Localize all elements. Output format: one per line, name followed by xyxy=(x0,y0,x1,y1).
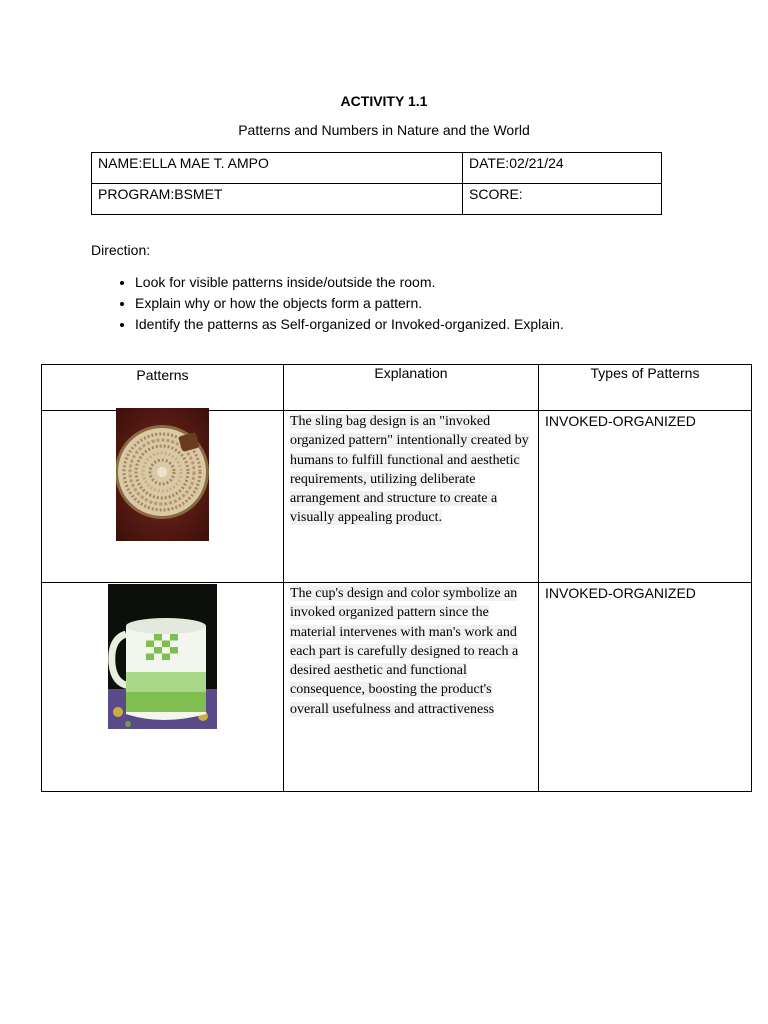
patterns-table xyxy=(41,364,752,792)
explanation-text: The sling bag design is an "invoked organized pattern" intentionally created by humans to fulfill functional and aesthetic requirements, utilizing deliberate arrangement and structure to create a visually appealing product. xyxy=(290,414,529,526)
score-field: SCORE: xyxy=(463,184,662,215)
table-header-row xyxy=(42,365,752,411)
table-row xyxy=(42,583,752,792)
program-field: PROGRAM:BSMET xyxy=(92,184,463,215)
pattern-type: INVOKED-ORGANIZED xyxy=(545,585,696,601)
pattern-type: INVOKED-ORGANIZED xyxy=(545,413,696,429)
header-patterns: Patterns xyxy=(42,365,284,411)
name-field: NAME:ELLA MAE T. AMPO xyxy=(92,153,463,184)
explanation-cell xyxy=(284,411,539,583)
direction-item: • Explain why or how the objects form a pattern. xyxy=(135,293,564,314)
direction-item: • Look for visible patterns inside/outside the room. xyxy=(135,272,564,293)
direction-list xyxy=(91,272,564,335)
explanation-text: The cup's design and color symbolize an invoked organized pattern since the material intervenes with man's work and each part is carefully designed to reach a desired aesthetic and functional consequence, boosting the product's overall usefulness and attractiveness xyxy=(290,586,519,717)
student-info-table xyxy=(91,152,662,215)
direction-label: Direction: xyxy=(91,242,151,258)
direction-item: • Identify the patterns as Self-organized or Invoked-organized. Explain. xyxy=(135,314,564,335)
explanation-cell xyxy=(284,583,539,792)
header-types: Types of Patterns xyxy=(539,365,752,411)
pattern-image-cell xyxy=(42,411,284,583)
activity-subtitle: Patterns and Numbers in Nature and the World xyxy=(238,122,530,138)
woven-sling-bag-photo xyxy=(116,408,209,541)
type-cell xyxy=(539,411,752,583)
type-cell xyxy=(539,583,752,792)
activity-title: ACTIVITY 1.1 xyxy=(340,93,428,109)
checkered-mug-photo xyxy=(108,584,217,729)
table-row xyxy=(42,411,752,583)
date-field: DATE:02/21/24 xyxy=(463,153,662,184)
pattern-image-cell xyxy=(42,583,284,792)
header-explanation: Explanation xyxy=(284,365,539,411)
